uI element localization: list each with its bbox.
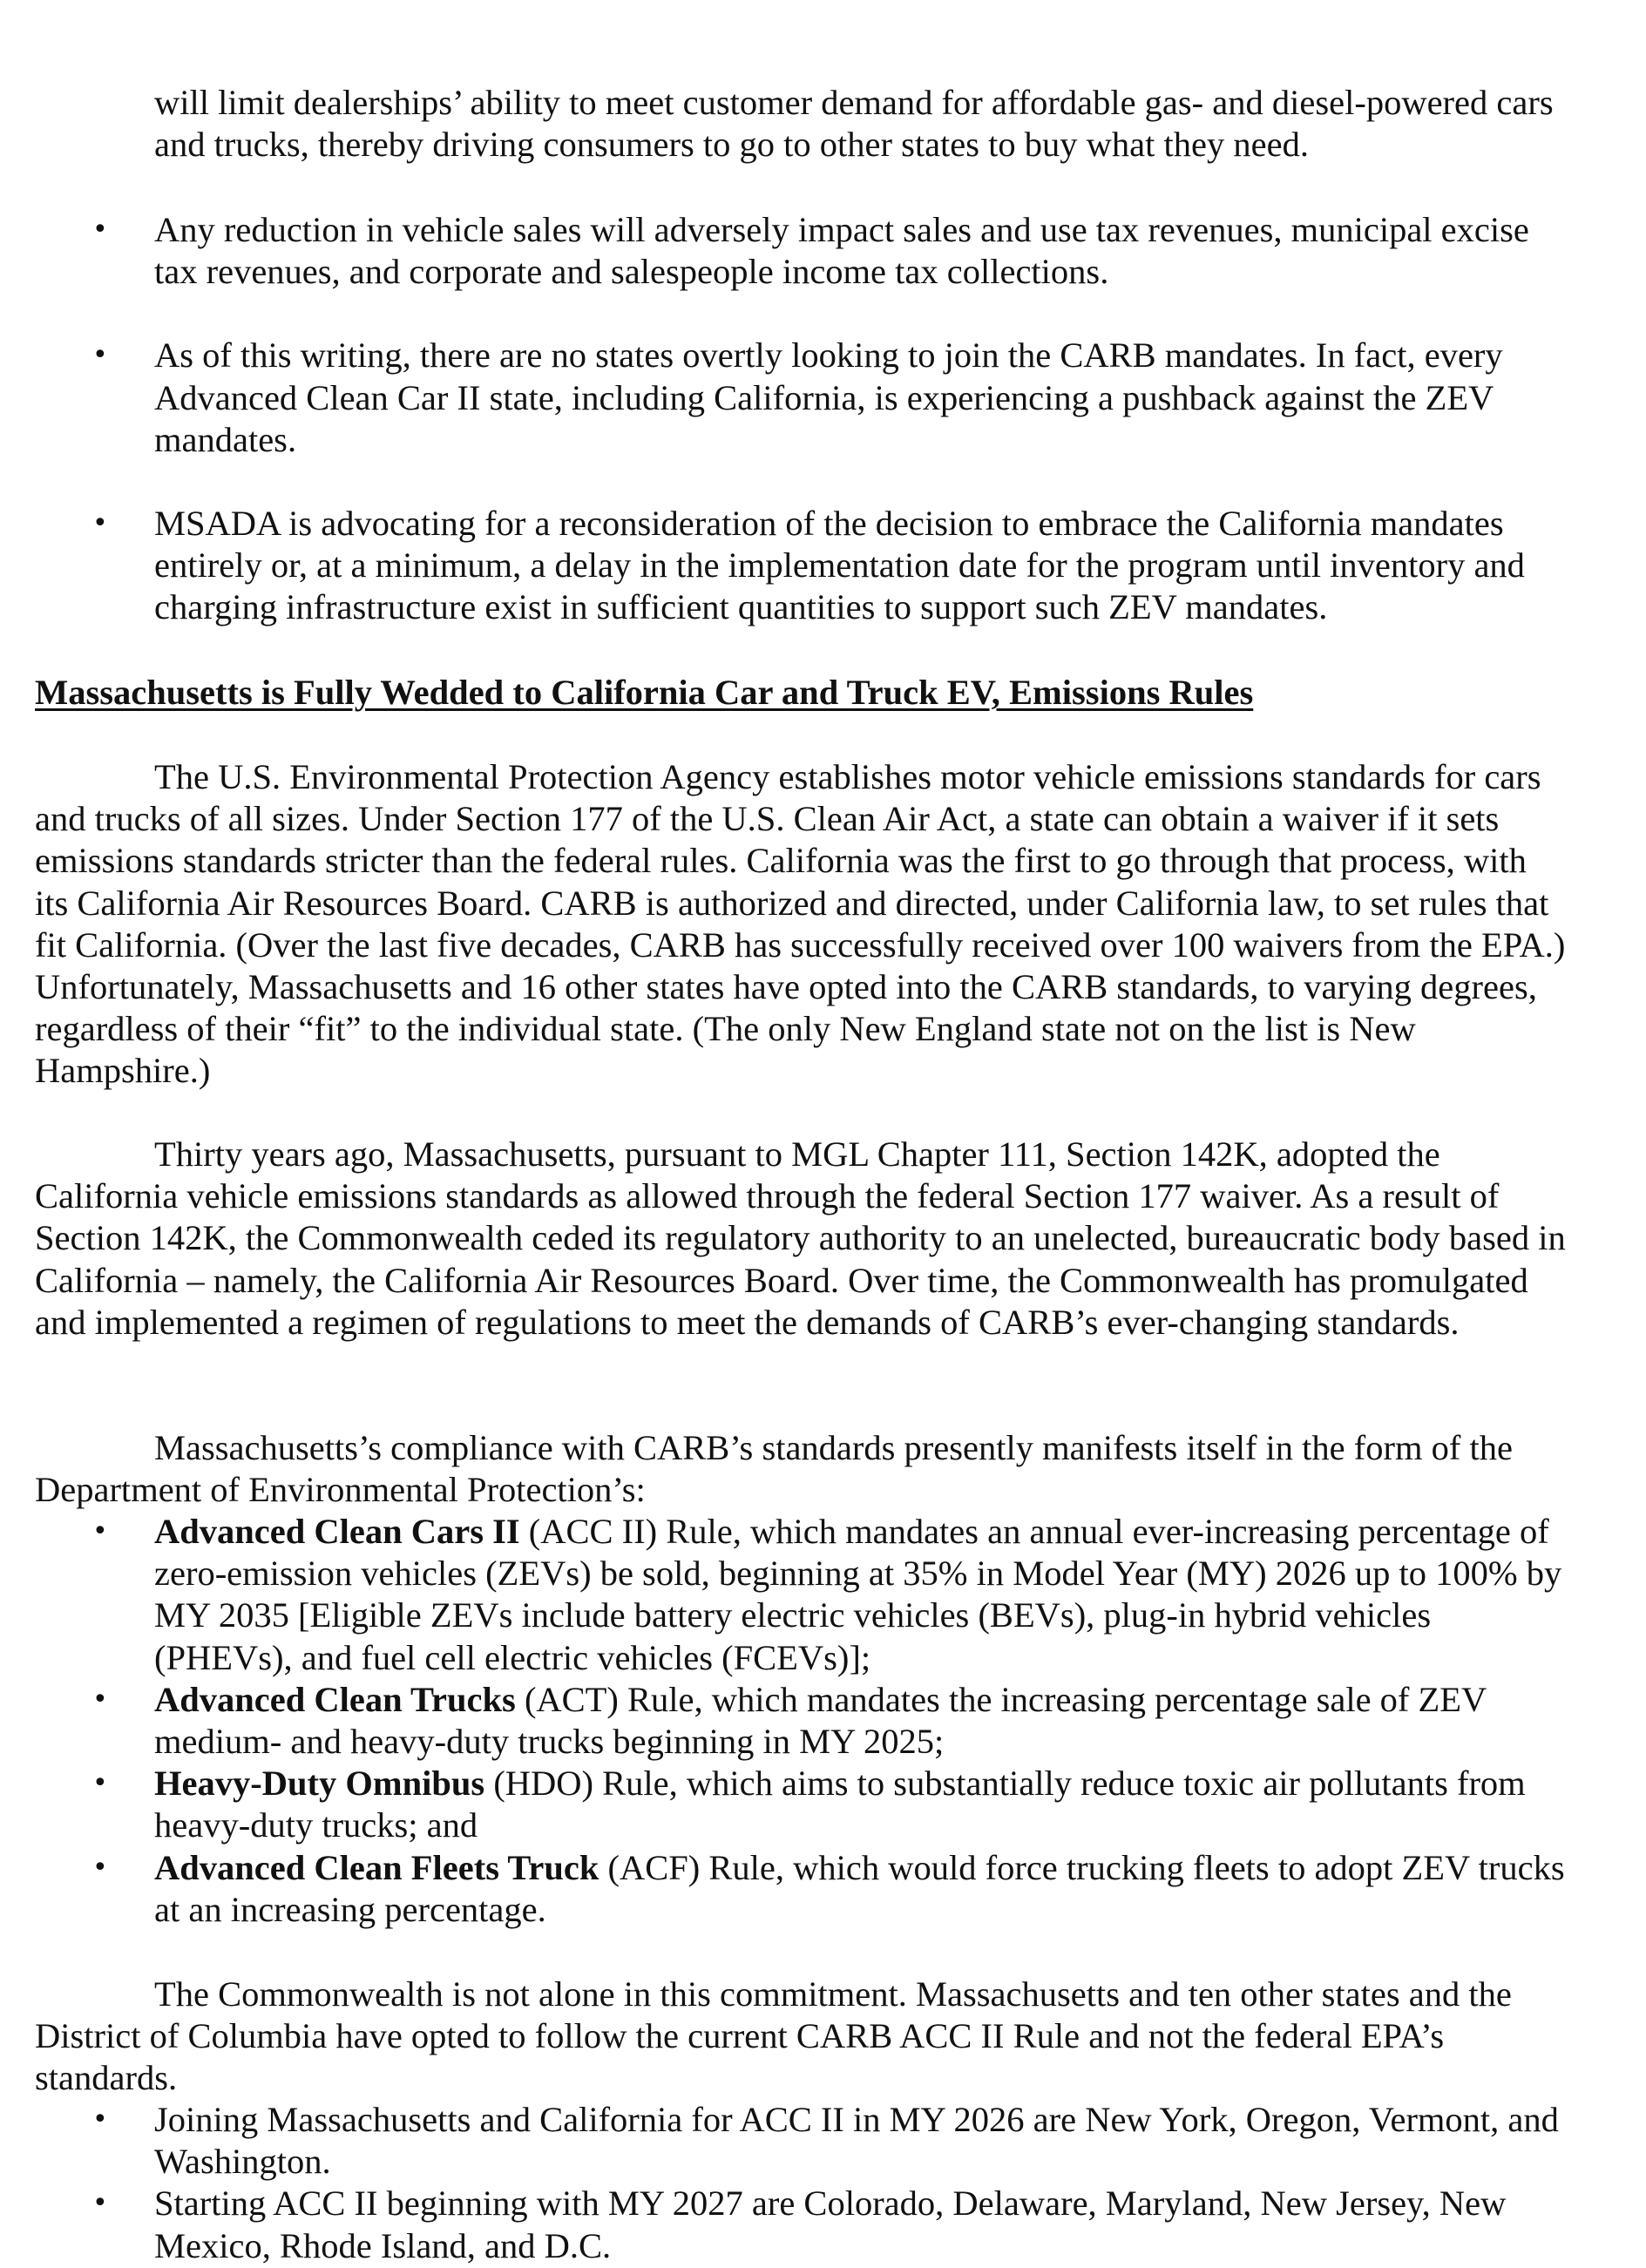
rule-text: (ACC II) Rule, which mandates an annual ever-increasing percentage of zero-emission vehicles (ZEVs) be sold, beginning at 35% in Model Year (MY) 2026 up to 100% by MY 2035 [Eligible ZEVs include battery electric vehicles (BEVs), plug-in hybrid vehicles (PHEVs), and fuel cell electric vehicles (FCEVs)]; (154, 1512, 1562, 1677)
top-continuation (35, 82, 1568, 166)
list-item (35, 1679, 1568, 1763)
rule-text: (ACT) Rule, which mandates the increasing percentage sale of ZEV medium- and heavy-duty trucks beginning in MY 2025; (154, 1679, 1487, 1762)
bullet-icon: • (92, 508, 108, 539)
rule-name: Heavy-Duty Omnibus (154, 1764, 485, 1804)
bullet-icon: • (92, 2188, 108, 2219)
bullet-text: As of this writing, there are no states overtly looking to join the CARB mandates. In fact, every Advanced Clean Car II state, including California, is experiencing a pushback against the ZEV mandates. (154, 335, 1503, 459)
rule-text: (HDO) Rule, which aims to substantially reduce toxic air pollutants from heavy-duty trucks; and (154, 1764, 1526, 1845)
bullet-text: Starting ACC II beginning with MY 2027 are Colorado, Delaware, Maryland, New Jersey, New Mexico, Rhode Island, and D.C. (154, 2183, 1507, 2265)
bullet-text: MSADA is advocating for a reconsideration of the decision to embrace the California mandates entirely or, at a minimum, a delay in the implementation date for the program until inventory and charging infrastructure exist in sufficient quantities to support such ZEV mandates. (154, 504, 1525, 627)
list-item (35, 209, 1568, 293)
list-item (35, 503, 1568, 629)
list-item (35, 1511, 1568, 1679)
paragraph-text: Thirty years ago, Massachusetts, pursuant to MGL Chapter 111, Section 142K, adopted the California vehicle emissions standards as allowed through the federal Section 177 waiver. As a result of Section 142K, the Commonwealth ceded its regulatory authority to an unelected, bureaucratic body based in California – namely, the California Air Resources Board. Over time, the Commonwealth has promulgated and implemented a regimen of regulations to meet the demands of CARB’s ever-changing standards. (35, 1134, 1566, 1342)
top-bullet-list (35, 209, 1568, 629)
rule-text: (ACF) Rule, which would force trucking fleets to adopt ZEV trucks at an increasing percentage. (154, 1847, 1565, 1929)
rule-name: Advanced Clean Cars II (154, 1512, 520, 1551)
section-heading-block (35, 672, 1568, 714)
list-item (35, 1847, 1568, 1931)
bullet-icon: • (92, 1768, 108, 1799)
paragraph-text: Massachusetts’s compliance with CARB’s standards presently manifests itself in the form of the Department of Environmental Protection’s: (35, 1428, 1513, 1510)
paragraph-1 (35, 756, 1568, 1093)
paragraph-4 (35, 1973, 1568, 2100)
rule-name: Advanced Clean Fleets Truck (154, 1847, 599, 1887)
states-bullet-list (35, 2099, 1568, 2267)
bullet-text: Joining Massachusetts and California for ACC II in MY 2026 are New York, Oregon, Vermont, and Washington. (154, 2100, 1559, 2182)
bullet-icon: • (92, 1852, 108, 1883)
bullet-icon: • (92, 214, 108, 245)
bullet-text: Any reduction in vehicle sales will adversely impact sales and use tax revenues, municipal excise tax revenues, and corporate and salespeople income tax collections. (154, 210, 1529, 292)
continuation-text: will limit dealerships’ ability to meet customer demand for affordable gas- and diesel-powered cars and trucks, thereby driving consumers to go to other states to buy what they need. (154, 83, 1554, 165)
bullet-icon: • (92, 340, 108, 371)
list-item (35, 2099, 1568, 2183)
paragraph-text: The U.S. Environmental Protection Agency establishes motor vehicle emissions standards for cars and trucks of all sizes. Under Section 177 of the U.S. Clean Air Act, a state can obtain a waiver if it sets emissions standards stricter than the federal rules. California was the first to go through that process, with its California Air Resources Board. CARB is authorized and directed, under California law, to set rules that fit California. (Over the last five decades, CARB has successfully received over 100 waivers from the EPA.) Unfortunately, Massachusetts and 16 other states have opted into the CARB standards, to varying degrees, regardless of their “fit” to the individual state. (The only New England state not on the list is New Hampshire.) (35, 757, 1566, 1091)
section-heading: Massachusetts is Fully Wedded to California Car and Truck EV, Emissions Rules (35, 673, 1254, 712)
paragraph-text: The Commonwealth is not alone in this commitment. Massachusetts and ten other states and the District of Columbia have opted to follow the current CARB ACC II Rule and not the federal EPA’s standards. (35, 1974, 1512, 2098)
list-item (35, 1763, 1568, 1846)
rule-name: Advanced Clean Trucks (154, 1679, 516, 1719)
paragraph-3 (35, 1427, 1568, 1511)
bullet-icon: • (92, 1516, 108, 1547)
list-item (35, 2183, 1568, 2266)
rules-bullet-list (35, 1511, 1568, 1931)
bullet-icon: • (92, 1683, 108, 1715)
list-item (35, 335, 1568, 461)
paragraph-2 (35, 1134, 1568, 1344)
bullet-icon: • (92, 2104, 108, 2135)
